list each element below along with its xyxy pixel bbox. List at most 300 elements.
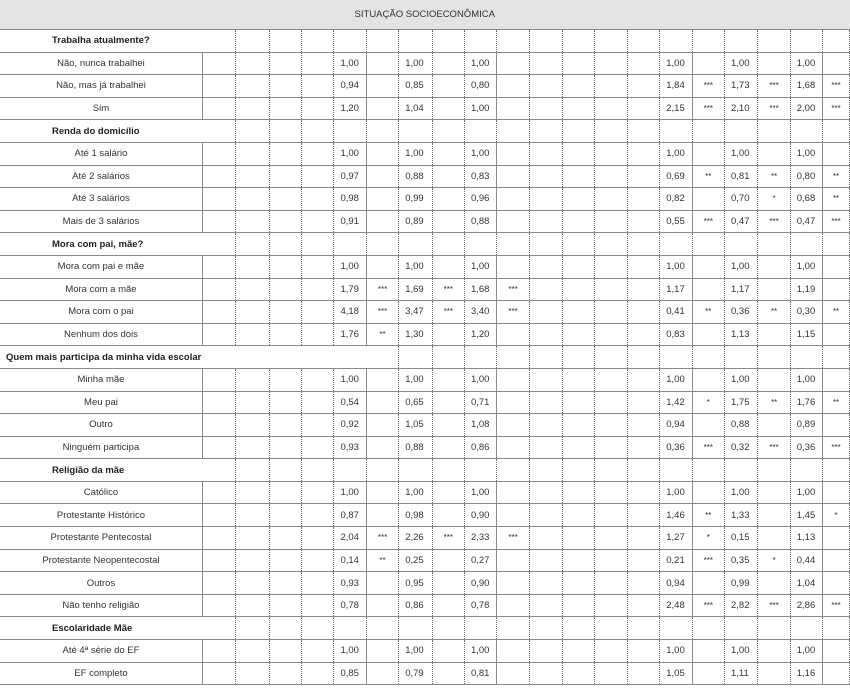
table-cell [823,255,850,278]
table-cell [432,594,464,617]
table-cell [758,527,790,550]
table-cell [627,504,659,527]
table-cell [529,52,562,75]
table-cell: 3,40 [464,301,496,324]
table-cell [366,97,398,120]
table-cell: 0,86 [464,436,496,459]
table-cell [627,368,659,391]
table-cell: 1,00 [790,255,822,278]
table-cell [529,549,562,572]
significance-cell: *** [692,594,724,617]
table-cell [236,75,269,98]
table-cell: 0,85 [399,75,432,98]
table-cell [563,572,595,595]
table-cell [595,617,627,640]
table-cell [202,640,235,663]
table-cell [236,594,269,617]
table-cell [366,210,398,233]
table-cell [823,662,850,685]
table-cell [302,97,334,120]
table-cell: 1,00 [464,255,496,278]
table-cell: 0,36 [724,301,757,324]
table-cell [823,640,850,663]
table-row [0,165,850,188]
table-cell [236,527,269,550]
significance-cell: ** [692,301,724,324]
significance-cell: *** [692,549,724,572]
table-cell: 1,73 [724,75,757,98]
table-cell [334,30,366,53]
table-cell [529,368,562,391]
table-cell [692,662,724,685]
table-cell [236,30,269,53]
table-cell [432,30,464,53]
table-cell [302,549,334,572]
table-cell [563,188,595,211]
table-cell [563,278,595,301]
table-cell [432,368,464,391]
table-cell [627,572,659,595]
table-cell [202,188,235,211]
table-cell: 1,15 [790,323,822,346]
table-cell [823,52,850,75]
table-row [0,391,850,414]
significance-cell: ** [823,391,850,414]
table-cell [758,504,790,527]
table-cell [497,142,529,165]
row-label: Outros [0,572,202,595]
table-cell [236,504,269,527]
table-cell [595,75,627,98]
table-cell [627,527,659,550]
table-cell [432,481,464,504]
table-cell [758,368,790,391]
row-label: Ninguém participa [0,436,202,459]
table-cell [627,662,659,685]
table-cell [202,617,235,640]
table-row [0,527,850,550]
table-cell [529,640,562,663]
table-cell [823,346,850,369]
table-cell: 1,00 [399,368,432,391]
table-cell [660,120,692,143]
table-cell [497,97,529,120]
table-row [0,481,850,504]
table-cell: 1,84 [660,75,692,98]
table-cell [724,459,757,482]
table-cell [432,75,464,98]
table-cell [366,504,398,527]
table-cell: 1,00 [660,142,692,165]
table-cell [366,594,398,617]
section-label: Escolaridade Mãe [0,617,202,640]
table-cell [236,97,269,120]
row-label: Minha mãe [0,368,202,391]
table-cell [236,549,269,572]
table-cell [269,617,301,640]
table-cell: 2,15 [660,97,692,120]
table-cell: 0,81 [724,165,757,188]
row-label: Não, nunca trabalhei [0,52,202,75]
table-cell [823,368,850,391]
table-cell [236,368,269,391]
table-cell: 0,83 [464,165,496,188]
table-cell [563,662,595,685]
table-cell [302,368,334,391]
table-cell [334,233,366,256]
significance-cell: * [823,504,850,527]
table-cell [202,414,235,437]
table-cell: 1,00 [464,142,496,165]
table-cell [366,459,398,482]
table-cell [758,278,790,301]
table-cell [269,572,301,595]
table-cell [529,662,562,685]
table-row [0,142,850,165]
table-cell [269,436,301,459]
table-cell [432,436,464,459]
table-cell [563,594,595,617]
table-cell [758,617,790,640]
table-cell: 0,78 [334,594,366,617]
table-cell [660,30,692,53]
table-cell [692,142,724,165]
table-cell [302,210,334,233]
table-cell [236,391,269,414]
significance-cell: *** [823,594,850,617]
table-cell: 2,00 [790,97,822,120]
table-cell [692,346,724,369]
table-cell [692,233,724,256]
table-row [0,640,850,663]
table-cell [464,346,496,369]
table-row [0,436,850,459]
table-cell [595,527,627,550]
table-cell [202,142,235,165]
table-cell: 1,45 [790,504,822,527]
table-cell [692,30,724,53]
table-cell [302,142,334,165]
significance-cell: *** [692,436,724,459]
table-cell [692,617,724,640]
table-cell [823,120,850,143]
section-label: Quem mais participa da minha vida escolar [0,346,366,369]
table-cell [497,617,529,640]
table-cell [692,323,724,346]
table-cell: 1,05 [399,414,432,437]
table-cell: 1,00 [790,481,822,504]
table-cell [758,346,790,369]
table-cell [236,436,269,459]
table-cell [302,188,334,211]
table-cell: 1,04 [399,97,432,120]
table-cell [366,414,398,437]
table-cell [790,30,822,53]
table-cell [627,210,659,233]
row-label: Não tenho religião [0,594,202,617]
table-cell [563,481,595,504]
table-cell [823,414,850,437]
table-cell [497,391,529,414]
table-cell [302,459,334,482]
table-cell [790,459,822,482]
table-cell [823,459,850,482]
table-cell [497,346,529,369]
table-cell [724,30,757,53]
table-cell [627,617,659,640]
table-cell: 1,17 [724,278,757,301]
table-cell: 1,00 [724,255,757,278]
table-cell [269,504,301,527]
table-cell [269,97,301,120]
table-cell [432,414,464,437]
table-cell [660,459,692,482]
table-cell [302,165,334,188]
table-cell: 1,00 [464,640,496,663]
significance-cell: * [758,188,790,211]
table-cell [627,52,659,75]
table-cell [529,97,562,120]
table-cell [302,504,334,527]
section-label: Trabalha atualmente? [0,30,202,53]
table-cell: 1,42 [660,391,692,414]
section-label: Mora com pai, mãe? [0,233,202,256]
table-cell [823,572,850,595]
table-cell [236,617,269,640]
row-label: Até 3 salários [0,188,202,211]
table-cell: 0,93 [334,436,366,459]
table-cell [432,188,464,211]
significance-cell: ** [366,323,398,346]
table-cell [758,142,790,165]
table-cell: 2,82 [724,594,757,617]
table-cell [790,120,822,143]
table-cell [334,459,366,482]
table-cell: 1,00 [334,481,366,504]
table-cell [660,617,692,640]
table-cell [464,233,496,256]
table-cell [269,594,301,617]
significance-cell: *** [692,210,724,233]
table-cell [497,75,529,98]
table-cell [595,572,627,595]
table-cell [563,323,595,346]
table-cell: 1,00 [724,481,757,504]
row-label: Meu pai [0,391,202,414]
table-cell [366,188,398,211]
table-cell [236,165,269,188]
table-cell [563,142,595,165]
table-cell [758,640,790,663]
table-cell [563,233,595,256]
table-cell: 1,00 [399,640,432,663]
table-cell [563,414,595,437]
table-cell [563,255,595,278]
table-cell: 1,46 [660,504,692,527]
table-cell [269,210,301,233]
table-cell: 0,88 [399,165,432,188]
table-cell [563,346,595,369]
table-cell [529,30,562,53]
table-cell: 0,99 [724,572,757,595]
table-row [0,301,850,324]
table-cell [823,527,850,550]
table-cell: 1,76 [334,323,366,346]
table-cell [432,142,464,165]
table-cell [627,75,659,98]
significance-cell: ** [758,165,790,188]
table-cell [302,323,334,346]
table-cell [758,120,790,143]
table-cell [432,572,464,595]
table-row [0,662,850,685]
table-cell [563,120,595,143]
table-cell: 0,97 [334,165,366,188]
table-cell: 0,96 [464,188,496,211]
table-cell: 1,68 [464,278,496,301]
table-cell [627,120,659,143]
table-cell [236,120,269,143]
table-cell [432,165,464,188]
table-cell: 1,30 [399,323,432,346]
table-cell: 1,00 [660,368,692,391]
row-label: Nenhum dos dois [0,323,202,346]
table-cell [202,278,235,301]
row-label: Mora com pai e mãe [0,255,202,278]
table-cell: 0,85 [334,662,366,685]
table-cell [692,278,724,301]
table-cell [269,75,301,98]
table-cell [269,640,301,663]
section-header: SITUAÇÃO SOCIOECONÔMICA [0,0,850,30]
table-cell [399,459,432,482]
table-cell [529,323,562,346]
table-header-row [0,0,850,30]
table-cell [595,142,627,165]
table-cell [692,481,724,504]
significance-cell: * [692,527,724,550]
table-cell: 0,89 [399,210,432,233]
table-cell [692,255,724,278]
table-cell [366,233,398,256]
table-cell [563,504,595,527]
significance-cell: ** [823,188,850,211]
table-cell [595,640,627,663]
table-cell: 1,13 [724,323,757,346]
table-cell: 2,04 [334,527,366,550]
row-label: Protestante Pentecostal [0,527,202,550]
table-cell [269,391,301,414]
table-cell: 1,00 [399,142,432,165]
table-cell [202,391,235,414]
section-row [0,233,850,256]
table-cell: 0,21 [660,549,692,572]
table-cell [202,323,235,346]
table-cell [334,120,366,143]
table-cell: 1,00 [334,52,366,75]
table-cell [627,346,659,369]
table-cell [497,233,529,256]
table-cell [758,572,790,595]
table-cell [202,165,235,188]
table-cell [758,459,790,482]
table-cell: 1,68 [790,75,822,98]
table-row [0,278,850,301]
table-cell [366,165,398,188]
table-cell: 0,88 [399,436,432,459]
table-cell [366,436,398,459]
table-cell [236,188,269,211]
table-cell [497,165,529,188]
table-cell [497,481,529,504]
table-cell: 0,86 [399,594,432,617]
table-cell [366,662,398,685]
table-cell: 0,25 [399,549,432,572]
table-cell [236,52,269,75]
table-row [0,323,850,346]
table-cell: 1,00 [464,52,496,75]
table-cell [236,323,269,346]
table-cell: 1,00 [399,481,432,504]
table-cell [627,640,659,663]
table-cell [236,255,269,278]
section-row [0,30,850,53]
table-cell: 0,91 [334,210,366,233]
row-label: Mais de 3 salários [0,210,202,233]
table-row [0,255,850,278]
table-cell [563,368,595,391]
table-cell [595,301,627,324]
table-cell [497,188,529,211]
table-cell [366,75,398,98]
table-cell [432,120,464,143]
table-cell: 0,44 [790,549,822,572]
table-cell: 1,00 [464,481,496,504]
table-cell [595,662,627,685]
table-cell [692,52,724,75]
table-cell: 0,90 [464,504,496,527]
table-cell [202,120,235,143]
table-cell [529,572,562,595]
table-cell [595,233,627,256]
table-cell [627,481,659,504]
table-cell [563,30,595,53]
table-cell [366,255,398,278]
section-label: Religião da mãe [0,459,202,482]
table-cell: 1,00 [334,640,366,663]
table-cell [563,75,595,98]
table-cell: 1,00 [399,255,432,278]
table-cell [497,368,529,391]
significance-cell: *** [432,278,464,301]
table-cell: 0,47 [790,210,822,233]
table-cell [202,662,235,685]
table-cell [497,549,529,572]
table-cell: 0,71 [464,391,496,414]
table-cell [627,278,659,301]
table-cell: 3,47 [399,301,432,324]
table-cell [432,52,464,75]
table-cell [269,549,301,572]
table-cell [563,301,595,324]
table-cell: 1,00 [724,52,757,75]
table-cell [302,617,334,640]
table-cell: 1,27 [660,527,692,550]
table-cell: 0,69 [660,165,692,188]
table-cell: 1,00 [790,640,822,663]
table-cell: 2,48 [660,594,692,617]
table-cell [563,52,595,75]
